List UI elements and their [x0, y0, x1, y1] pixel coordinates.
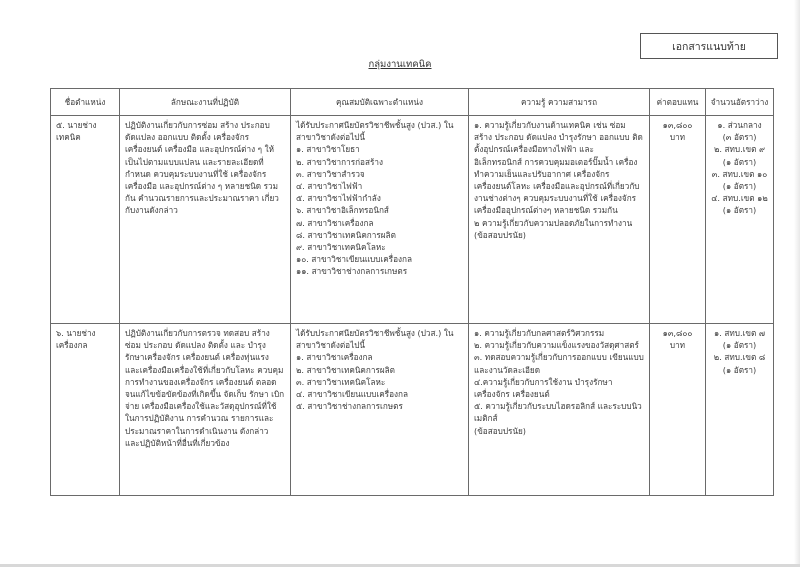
exam-type: (ข้อสอบปรนัย)	[474, 425, 527, 436]
column-header-vacancies: จำนวนอัตราว่าง	[706, 89, 774, 116]
attachment-label: เอกสารแนบท้าย	[640, 33, 778, 59]
qualifications-cell	[291, 116, 469, 324]
salary-unit: บาท	[669, 132, 686, 143]
qualification-item: ๔. สาขาวิชาไฟฟ้า	[296, 181, 363, 192]
vacancies-cell	[706, 116, 774, 324]
salary-cell	[650, 116, 706, 324]
table-row	[51, 116, 774, 324]
vacancy-unit: ๔. สทบ.เขต ๑๒	[711, 193, 768, 204]
vacancy-unit: ๑. ส่วนกลาง	[717, 120, 762, 130]
knowledge-item: ๓. ทดสอบความรู้เกี่ยวกับการออกแบบ เขียนแบบ และงานวัดละเอียด	[474, 352, 644, 375]
vacancy-unit: ๑. สทบ.เขต ๗	[713, 328, 766, 338]
qualification-item: ๗. สาขาวิชาเครื่องกล	[296, 217, 374, 228]
knowledge-cell	[469, 324, 650, 496]
vacancy-count: (๑ อัตรา)	[722, 340, 757, 351]
qualification-item: ๒. สาขาวิชาการก่อสร้าง	[296, 156, 383, 167]
vacancy-count: (๑ อัตรา)	[722, 156, 757, 167]
page-edge-shadow	[794, 0, 800, 567]
vacancy-unit: ๓. สทบ.เขต ๑๐	[711, 168, 768, 179]
salary-unit: บาท	[669, 340, 686, 351]
knowledge-item: ๑. ความรู้เกี่ยวกับงานด้านเทคนิค เช่น ซ่อม สร้าง ประกอบ ดัดแปลง บำรุงรักษา ออกแบบ ติดตั้งอุปกรณ์เครื่องมือทางไฟฟ้า และ อิเล็กทรอนิกส์ การควบคุมมอเตอร์ปั๊มน้ำ เครื่องทำความเย็นและปรับอากาศ เครื่องจักร เครื่องยนต์โลหะ เครื่องมือและอุปกรณ์ที่เกี่ยวกับงานช่างต่างๆ ควบคุมระบบงานที่ใช้ เครื่องจักร เครื่องมืออุปกรณ์ต่างๆ หลายชนิด รวมกัน	[474, 120, 643, 216]
salary-amount: ๑๓,๘๐๐	[662, 120, 693, 130]
exam-type: (ข้อสอบปรนัย)	[474, 229, 527, 240]
position-name: ๕. นายช่างเทคนิค	[51, 116, 120, 324]
knowledge-item: ๒ ความรู้เกี่ยวกับความปลอดภัยในการทำงาน	[474, 217, 633, 228]
qualification-item: ๖. สาขาวิชาอิเล็กทรอนิกส์	[296, 205, 389, 216]
knowledge-item: ๒. ความรู้เกี่ยวกับความแข็งแรงของวัสดุศาสตร์	[474, 340, 639, 351]
knowledge-item: ๑. ความรู้เกี่ยวกับกลศาสตร์วิศวกรรม	[474, 328, 605, 338]
knowledge-item: ๔.ความรู้เกี่ยวกับการใช้งาน บำรุงรักษา เครื่องจักร เครื่องยนต์	[474, 376, 613, 400]
qualification-item: ๘. สาขาวิชาเทคนิคการผลิต	[296, 229, 396, 240]
vacancy-unit: ๒. สทบ.เขต ๙	[713, 144, 766, 155]
column-header-position: ชื่อตำแหน่ง	[51, 89, 120, 116]
qualification-item: ๑. สาขาวิชาเครื่องกล	[296, 352, 373, 363]
knowledge-item: ๕. ความรู้เกี่ยวกับระบบไฮดรอลิกส์ และระบบนิวเมติกส์	[474, 401, 642, 424]
qualification-item: ๑๐. สาขาวิชาเขียนแบบเครื่องกล	[296, 254, 412, 265]
qualification-item: ๒. สาขาวิชาเทคนิคการผลิต	[296, 364, 395, 375]
salary-cell	[650, 324, 706, 496]
column-header-duties: ลักษณะงานที่ปฏิบัติ	[120, 89, 291, 116]
knowledge-cell	[469, 116, 650, 324]
qualification-item: ๓. สาขาวิชาสำรวจ	[296, 168, 365, 179]
vacancy-unit: ๒. สทบ.เขต ๘	[713, 352, 766, 363]
vacancy-count: (๑ อัตรา)	[722, 205, 757, 216]
vacancy-count: (๓ อัตรา)	[722, 132, 757, 143]
vacancies-cell	[706, 324, 774, 496]
position-name: ๖. นายช่างเครื่องกล	[51, 324, 120, 496]
qualifications-cell	[291, 324, 469, 496]
qualification-item: ๕. สาขาวิชาไฟฟ้ากำลัง	[296, 193, 381, 204]
qualification-item: ๑๑. สาขาวิชาช่างกลการเกษตร	[296, 266, 408, 277]
qualification-item: ๕. สาขาวิชาช่างกลการเกษตร	[296, 401, 403, 412]
table-header-row	[51, 89, 774, 116]
qualification-item: ๓. สาขาวิชาเทคนิคโลหะ	[296, 376, 386, 387]
table-row	[51, 324, 774, 496]
vacancy-count: (๑ อัตรา)	[722, 181, 757, 192]
qualification-item: ๑. สาขาวิชาโยธา	[296, 144, 360, 155]
document-title: กลุ่มงานเทคนิค	[368, 59, 432, 70]
column-header-qualifications: คุณสมบัติเฉพาะตำแหน่ง	[291, 89, 469, 116]
duties-cell: ปฏิบัติงานเกี่ยวกับการซ่อม สร้าง ประกอบ ดัดแปลง ออกแบบ ติดตั้ง เครื่องจักร เครื่องยนต์ เครื่องมือ และอุปกรณ์ต่าง ๆ ให้เป็นไปตามแบบแปลน และรายละเอียดที่กำหนด ควบคุมระบบงานที่ใช้ เครื่องจักร เครื่องมือ และอุปกรณ์ต่าง ๆ หลายชนิด รวมกัน คำนวณรายการและประมาณราคา เกี่ยวกับงานดังกล่าว	[120, 116, 291, 324]
column-header-knowledge: ความรู้ ความสามารถ	[469, 89, 650, 116]
qualification-item: ๙. สาขาวิชาเทคนิคโลหะ	[296, 242, 386, 253]
qualifications-intro: ได้รับประกาศนียบัตรวิชาชีพชั้นสูง (ปวส.) ในสาขาวิชาดังต่อไปนี้	[296, 328, 454, 351]
position-table	[50, 88, 774, 496]
salary-amount: ๑๓,๘๐๐	[662, 328, 693, 338]
qualification-item: ๔. สาขาวิชาเขียนแบบเครื่องกล	[296, 389, 408, 400]
vacancy-count: (๑ อัตรา)	[722, 364, 757, 375]
column-header-salary: ค่าตอบแทน	[650, 89, 706, 116]
duties-cell: ปฏิบัติงานเกี่ยวกับการตรวจ ทดสอบ สร้าง ซ่อม ประกอบ ดัดแปลง ติดตั้ง และ บำรุงรักษาเครื่องจักร เครื่องยนต์ เครื่องทุ่นแรง และเครื่องมือเครื่องใช้ที่เกี่ยวกับโลหะ ควบคุมการทำงานของเครื่องจักร เครื่องยนต์ ตลอดจนแก้ไขข้อขัดข้องที่เกิดขึ้น จัดเก็บ รักษา เบิกจ่าย เครื่องมือเครื่องใช้และวัสดุอุปกรณ์ที่ใช้ในการปฏิบัติงาน การคำนวณ รายการและประมาณราคาในการดำเนินงาน ดังกล่าว และปฏิบัติหน้าที่อื่นที่เกี่ยวข้อง	[120, 324, 291, 496]
qualifications-intro: ได้รับประกาศนียบัตรวิชาชีพชั้นสูง (ปวส.) ในสาขาวิชาดังต่อไปนี้	[296, 120, 454, 143]
